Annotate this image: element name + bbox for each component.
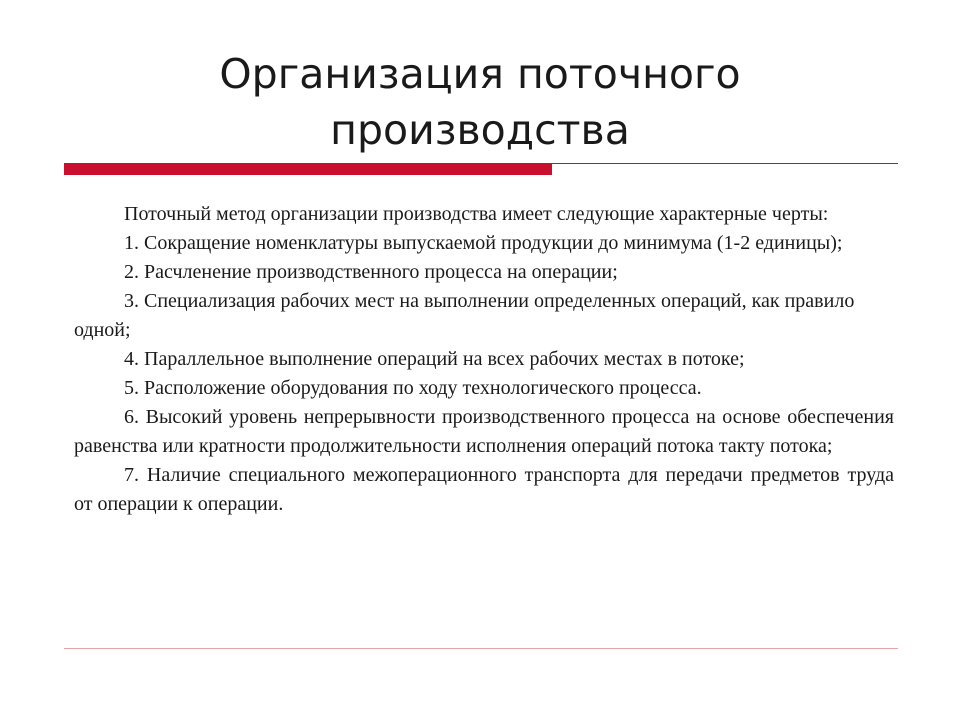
list-item-3: 3. Специализация рабочих мест на выполнении определенных операций, как правило одной; [74, 290, 855, 341]
slide-title-line-2: производства [330, 106, 630, 154]
list-item-7: 7. Наличие специального межоперационного транспорта для передачи предметов труда от операции к операции. [74, 464, 894, 515]
slide-title-line-1: Организация поточного [219, 50, 741, 98]
slide-title [100, 46, 860, 158]
title-divider-thick [64, 163, 552, 175]
intro-paragraph: Поточный метод организации производства имеет следующие характерные черты: [124, 203, 829, 225]
list-item-1: 1. Сокращение номенклатуры выпускаемой продукции до минимума (1-2 единицы); [124, 232, 843, 254]
footer-divider [64, 648, 898, 649]
list-item-4: 4. Параллельное выполнение операций на всех рабочих местах в потоке; [124, 348, 745, 370]
list-item-2: 2. Расчленение производственного процесса на операции; [124, 261, 618, 283]
list-item-5: 5. Расположение оборудования по ходу технологического процесса. [124, 377, 702, 399]
slide-body [74, 200, 894, 519]
list-item-6: 6. Высокий уровень непрерывности производственного процесса на основе обеспечения равенства или кратности продолжительности исполнения операций потока такту потока; [74, 406, 894, 457]
